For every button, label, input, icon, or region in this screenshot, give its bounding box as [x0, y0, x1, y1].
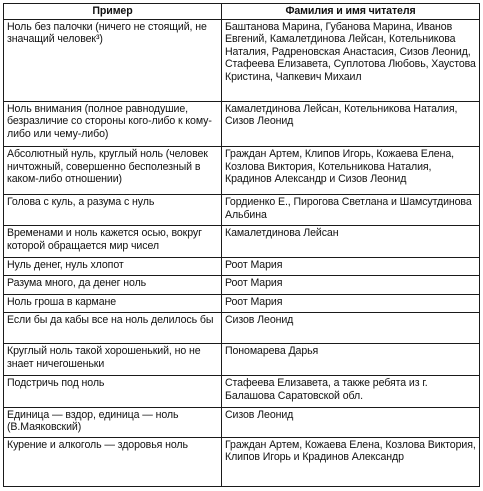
reader-cell: Камалетдинова Лейсан: [222, 226, 480, 258]
example-cell: Если бы да кабы все на ноль делилось бы: [4, 313, 222, 344]
example-cell: Ноль гроша в кармане: [4, 294, 222, 312]
header-reader-name: Фамилия и имя читателя: [222, 4, 480, 20]
example-cell: Ноль внимания (полное равнодушие, безразличие со стороны кого-либо к кому-либо или чему-либо): [4, 101, 222, 146]
reader-cell: Сизов Леонид: [222, 313, 480, 344]
table-row: [4, 101, 480, 146]
example-cell: Единица — вздор, единица — ноль (В.Маяковский): [4, 407, 222, 437]
table-row: [4, 19, 480, 101]
table-row: [4, 146, 480, 194]
example-cell: Подстричь под ноль: [4, 376, 222, 408]
reader-cell: Сизов Леонид: [222, 407, 480, 437]
reader-cell: Камалетдинова Лейсан, Котельникова Наталия, Сизов Леонид: [222, 101, 480, 146]
table-row: [4, 407, 480, 437]
reader-cell: Пономарева Дарья: [222, 344, 480, 376]
header-example: Пример: [4, 4, 222, 20]
reader-cell: Роот Мария: [222, 276, 480, 294]
table-row: [4, 195, 480, 226]
example-cell: Нуль денег, нуль хлопот: [4, 257, 222, 275]
example-cell: Голова с куль, а разума с нуль: [4, 195, 222, 226]
table-row: [4, 257, 480, 275]
reader-cell: Граждан Артем, Клипов Игорь, Кожаева Елена, Козлова Виктория, Котельникова Наталия, Крадинов Александр и Сизов Леонид: [222, 146, 480, 194]
reader-cell: Гордиенко Е., Пирогова Светлана и Шамсутдинова Альбина: [222, 195, 480, 226]
reader-cell: Баштанова Марина, Губанова Марина, Иванов Евгений, Камалетдинова Лейсан, Котельникова Наталия, Радреновская Анастасия, Сизов Леонид, Стафеева Елизавета, Суплотова Любовь, Хаустова Кристина, Чапкевич Михаил: [222, 19, 480, 101]
table-row: [4, 276, 480, 294]
table-row: [4, 313, 480, 344]
reader-cell: Роот Мария: [222, 257, 480, 275]
table-row: [4, 344, 480, 376]
header-row: [4, 4, 480, 20]
example-cell: Курение и алкоголь — здоровья ноль: [4, 437, 222, 486]
table-row: [4, 226, 480, 258]
table-row: [4, 376, 480, 408]
reader-cell: Роот Мария: [222, 294, 480, 312]
reader-cell: Стафеева Елизавета, а также ребята из г. Балашова Саратовской обл.: [222, 376, 480, 408]
readers-table: [3, 3, 480, 487]
reader-cell: Граждан Артем, Кожаева Елена, Козлова Виктория, Клипов Игорь и Крадинов Александр: [222, 437, 480, 486]
example-cell: Абсолютный нуль, круглый ноль (человек ничтожный, совершенно бесполезный в каком-либо отношении): [4, 146, 222, 194]
example-cell: Разума много, да денег ноль: [4, 276, 222, 294]
table-row: [4, 437, 480, 486]
example-cell: Временами и ноль кажется осью, вокруг которой обращается мир чисел: [4, 226, 222, 258]
example-cell: Ноль без палочки (ничего не стоящий, не значащий человек³): [4, 19, 222, 101]
table-row: [4, 294, 480, 312]
example-cell: Круглый ноль такой хорошенький, но не знает ничегошеньки: [4, 344, 222, 376]
